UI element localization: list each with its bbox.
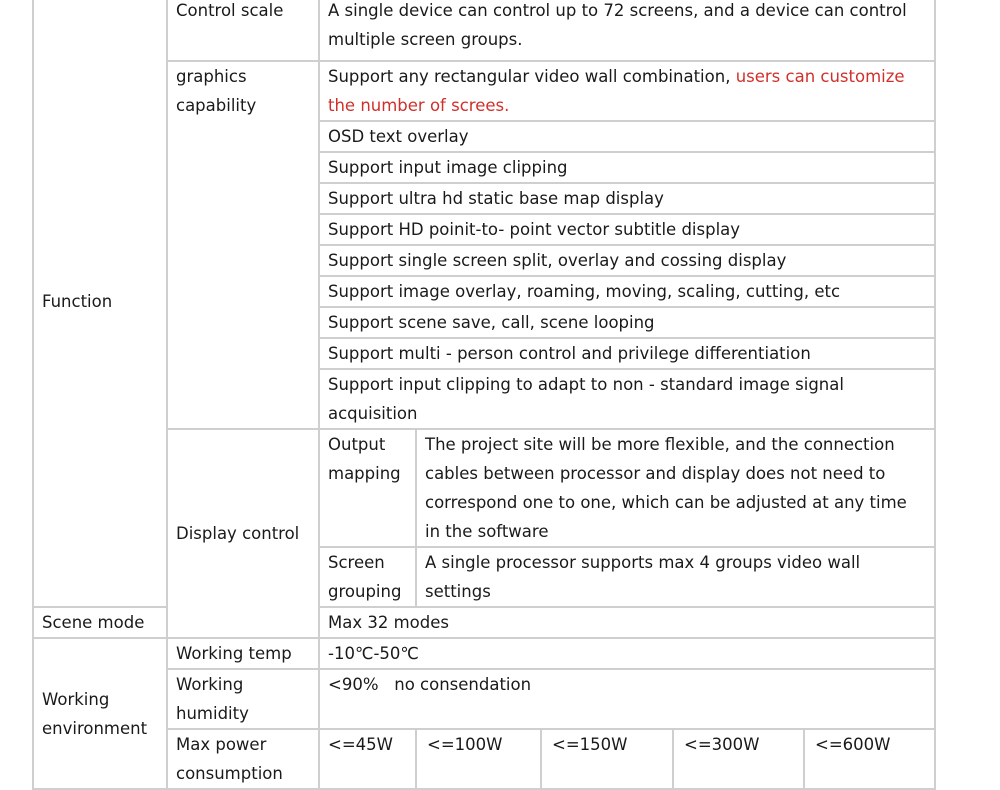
row-value: A single device can control up to 72 screens, and a device can control multiple screen groups. (319, 0, 935, 61)
category-function: Function (33, 0, 167, 607)
power-value: <=150W (541, 729, 673, 789)
row-value: Max 32 modes (319, 607, 935, 638)
category-working-environment: Working environment (33, 638, 167, 789)
row-value: A single processor supports max 4 groups video wall settings (416, 547, 935, 607)
feature-item: Support single screen split, overlay and cossing display (319, 245, 935, 276)
value-text: Support any rectangular video wall combination, (328, 67, 736, 86)
feature-item: OSD text overlay (319, 121, 935, 152)
row-label: Output mapping (319, 429, 416, 547)
row-value: <90% no consendation (319, 669, 935, 729)
feature-item: Support HD poinit-to- point vector subtitle display (319, 214, 935, 245)
power-value: <=45W (319, 729, 416, 789)
row-label: Screen grouping (319, 547, 416, 607)
table-row (33, 638, 935, 669)
table-row (33, 429, 935, 547)
power-value: <=300W (673, 729, 804, 789)
spec-table (32, 0, 936, 790)
feature-item: Support input clipping to adapt to non - standard image signal acquisition (319, 369, 935, 429)
table-row (33, 729, 935, 789)
power-value: <=100W (416, 729, 541, 789)
row-label: Working temp (167, 638, 319, 669)
feature-item: Support ultra hd static base map display (319, 183, 935, 214)
row-label: Scene mode (33, 607, 167, 638)
row-label: Max power consumption (167, 729, 319, 789)
table-row (33, 0, 935, 61)
feature-item: Support input image clipping (319, 152, 935, 183)
table-row (33, 61, 935, 121)
row-value: The project site will be more flexible, and the connection cables between processor and display does not need to correspond one to one, which can be adjusted at any time in the software (416, 429, 935, 547)
row-value: -10℃-50℃ (319, 638, 935, 669)
feature-item: Support scene save, call, scene looping (319, 307, 935, 338)
row-label: Working humidity (167, 669, 319, 729)
category-display-control: Display control (167, 429, 319, 638)
highlighted-text: users can customize the number of screes. (328, 67, 905, 115)
row-value (319, 61, 935, 121)
feature-item: Support image overlay, roaming, moving, scaling, cutting, etc (319, 276, 935, 307)
table-row (33, 669, 935, 729)
feature-item: Support multi - person control and privilege differentiation (319, 338, 935, 369)
row-label: graphics capability (167, 61, 319, 429)
power-value: <=600W (804, 729, 935, 789)
row-label: Control scale (167, 0, 319, 61)
